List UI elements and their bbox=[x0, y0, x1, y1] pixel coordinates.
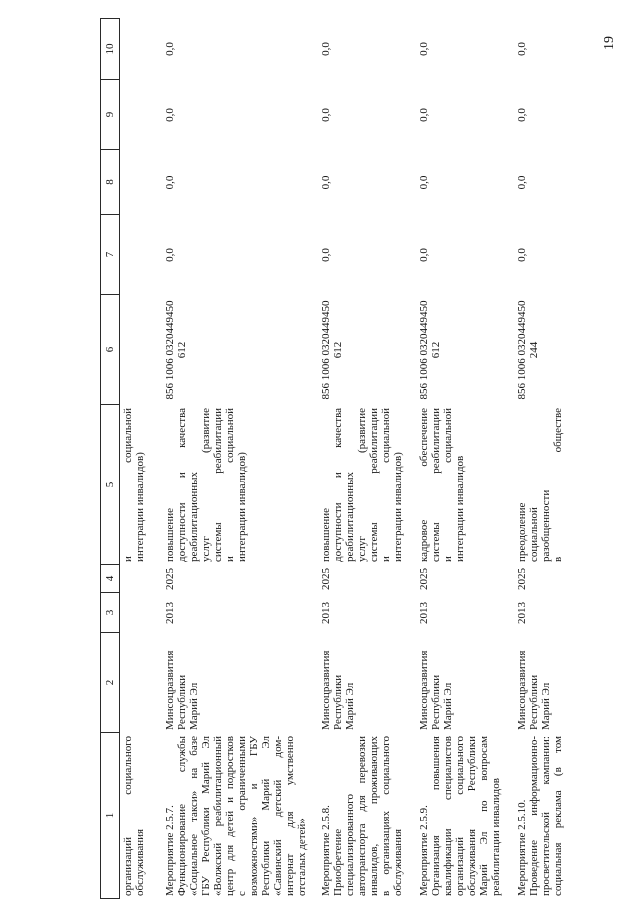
text-line: «Савинский детский дом- bbox=[272, 736, 284, 896]
text-line: Функционирование службы bbox=[176, 736, 188, 896]
text-line: доступности и качества bbox=[176, 408, 188, 562]
text-line: услуг (развитие bbox=[356, 408, 368, 562]
table-row bbox=[316, 18, 414, 899]
cell-empty bbox=[120, 80, 160, 150]
text-line: Марий Эл bbox=[344, 682, 356, 730]
cell-empty bbox=[120, 215, 160, 295]
cell-value-9: 0,0 bbox=[164, 108, 176, 122]
cell-budget-code bbox=[160, 295, 316, 405]
text-line: Минсоцразвития bbox=[516, 650, 528, 730]
text-line: 856 1006 0320449450 bbox=[516, 300, 528, 400]
cell-budget-code bbox=[512, 295, 575, 405]
text-line: интеграции инвалидов) bbox=[134, 452, 146, 562]
page-number: 19 bbox=[602, 36, 617, 50]
text-line: возможностями» и ГБУ bbox=[248, 736, 260, 896]
text-line: Мероприятие 2.5.9. bbox=[418, 805, 430, 896]
cell-result bbox=[414, 405, 512, 565]
cell-value-9: 0,0 bbox=[418, 108, 430, 122]
cell-end-year: 2025 bbox=[320, 568, 332, 590]
text-line: кадровое обеспечение bbox=[418, 408, 430, 562]
text-line: квалификации специалистов bbox=[442, 736, 454, 896]
table-row bbox=[512, 18, 575, 899]
text-line: системы реабилитации bbox=[430, 408, 442, 562]
text-line: доступности и качества bbox=[332, 408, 344, 562]
cell-empty bbox=[120, 18, 160, 80]
text-line: в обществе bbox=[552, 408, 564, 562]
text-line: Марий Эл bbox=[188, 682, 200, 730]
text-line: Мероприятие 2.5.7. bbox=[164, 805, 176, 896]
cell-value-8: 0,0 bbox=[320, 175, 332, 190]
text-line: в организациях социального bbox=[380, 736, 392, 896]
text-line: центр для детей и подростков bbox=[224, 736, 236, 896]
column-number-3: 3 bbox=[101, 593, 119, 633]
column-number-4: 4 bbox=[101, 565, 119, 593]
text-line: интеграции инвалидов bbox=[454, 455, 466, 562]
cell-value-7: 0,0 bbox=[418, 248, 430, 262]
text-line: реабилитационных bbox=[188, 471, 200, 562]
text-line: Марий Эл по вопросам bbox=[478, 736, 490, 896]
text-line: Республики Марий Эл bbox=[260, 736, 272, 896]
cell-value-7: 0,0 bbox=[516, 248, 528, 262]
text-line: преодоление bbox=[516, 502, 528, 562]
text-line: и социальной bbox=[224, 408, 236, 562]
text-line: Минсоцразвития bbox=[320, 650, 332, 730]
cell-executor bbox=[160, 633, 316, 733]
cell-result bbox=[120, 405, 160, 565]
text-line: Республики bbox=[430, 674, 442, 730]
cell-activity bbox=[316, 733, 414, 899]
text-line: автотранспорта для перевозки bbox=[356, 736, 368, 896]
text-line: 856 1006 0320449450 bbox=[418, 300, 430, 400]
text-line: реабилитации инвалидов bbox=[490, 778, 502, 896]
text-line: системы реабилитации bbox=[212, 408, 224, 562]
column-number-1: 1 bbox=[101, 733, 119, 899]
cell-executor bbox=[414, 633, 512, 733]
column-number-8: 8 bbox=[101, 150, 119, 215]
cell-executor bbox=[512, 633, 575, 733]
text-line: 244 bbox=[528, 341, 540, 359]
text-line: Мероприятие 2.5.10. bbox=[516, 799, 528, 896]
cell-value-10: 0,0 bbox=[516, 42, 528, 56]
cell-value-7: 0,0 bbox=[320, 248, 332, 262]
text-line: Марий Эл bbox=[540, 682, 552, 730]
cell-end-year: 2025 bbox=[418, 568, 430, 590]
cell-result bbox=[160, 405, 316, 565]
text-line: «Социальное такси» на базе bbox=[188, 736, 200, 896]
cell-activity bbox=[512, 733, 575, 899]
column-number-6: 6 bbox=[101, 295, 119, 405]
text-line: интернат для умственно bbox=[284, 736, 296, 896]
text-line: интеграции инвалидов) bbox=[392, 452, 404, 562]
cell-budget-code bbox=[414, 295, 512, 405]
text-line: Марий Эл bbox=[442, 682, 454, 730]
text-line: 856 1006 0320449450 bbox=[320, 300, 332, 400]
column-number-7: 7 bbox=[101, 215, 119, 295]
cell-start-year: 2013 bbox=[516, 602, 528, 624]
text-line: услуг (развитие bbox=[200, 408, 212, 562]
cell-activity bbox=[120, 733, 160, 899]
column-number-5: 5 bbox=[101, 405, 119, 565]
text-line: социальная реклама (в том bbox=[552, 736, 564, 896]
text-line: просветительской кампании: bbox=[540, 736, 552, 896]
text-line: с ограниченными bbox=[236, 736, 248, 896]
cell-empty bbox=[120, 150, 160, 215]
cell-executor bbox=[316, 633, 414, 733]
text-line: обслуживания bbox=[392, 828, 404, 896]
text-line: Минсоцразвития bbox=[418, 650, 430, 730]
cell-value-8: 0,0 bbox=[418, 175, 430, 190]
text-line: Проведение информационно- bbox=[528, 736, 540, 896]
cell-value-10: 0,0 bbox=[418, 42, 430, 56]
text-line: и социальной bbox=[380, 408, 392, 562]
cell-start-year: 2013 bbox=[320, 602, 332, 624]
text-line: разобщенности bbox=[540, 489, 552, 562]
text-line: и социальной bbox=[122, 408, 134, 562]
cell-value-9: 0,0 bbox=[320, 108, 332, 122]
text-line: 856 1006 0320449450 bbox=[164, 300, 176, 400]
text-line: Республики bbox=[332, 674, 344, 730]
cell-end-year: 2025 bbox=[164, 568, 176, 590]
text-line: интеграции инвалидов) bbox=[236, 452, 248, 562]
text-line: Приобретение bbox=[332, 828, 344, 896]
cell-value-10: 0,0 bbox=[164, 42, 176, 56]
cell-start-year: 2013 bbox=[164, 602, 176, 624]
cell-result bbox=[316, 405, 414, 565]
cell-empty bbox=[120, 593, 160, 633]
cell-empty bbox=[120, 633, 160, 733]
text-line: «Волжский реабилитационный bbox=[212, 736, 224, 896]
cell-value-7: 0,0 bbox=[164, 248, 176, 262]
cell-value-9: 0,0 bbox=[516, 108, 528, 122]
table-header-row bbox=[100, 18, 120, 899]
text-line: социальной bbox=[528, 507, 540, 562]
text-line: инвалидов, проживающих bbox=[368, 736, 380, 896]
text-line: Республики bbox=[176, 674, 188, 730]
text-line: 612 bbox=[176, 341, 188, 359]
table-row bbox=[160, 18, 316, 899]
text-line: повышение bbox=[164, 508, 176, 562]
text-line: обслуживания Республики bbox=[466, 736, 478, 896]
cell-value-8: 0,0 bbox=[164, 175, 176, 190]
text-line: организаций социального bbox=[454, 736, 466, 896]
text-line: 612 bbox=[332, 341, 344, 359]
table-row bbox=[120, 18, 160, 899]
table-row bbox=[414, 18, 512, 899]
text-line: Мероприятие 2.5.8. bbox=[320, 805, 332, 896]
text-line: обслуживания bbox=[134, 828, 146, 896]
text-line: системы реабилитации bbox=[368, 408, 380, 562]
cell-start-year: 2013 bbox=[418, 602, 430, 624]
text-line: реабилитационных bbox=[344, 471, 356, 562]
text-line: организаций социального bbox=[122, 736, 134, 896]
text-line: повышение bbox=[320, 508, 332, 562]
column-number-2: 2 bbox=[101, 633, 119, 733]
column-number-10: 10 bbox=[101, 18, 119, 80]
text-line: Республики bbox=[528, 674, 540, 730]
column-number-9: 9 bbox=[101, 80, 119, 150]
text-line: отсталых детей» bbox=[296, 818, 308, 896]
cell-end-year: 2025 bbox=[516, 568, 528, 590]
cell-activity bbox=[414, 733, 512, 899]
cell-empty bbox=[120, 295, 160, 405]
cell-empty bbox=[120, 565, 160, 593]
text-line: 612 bbox=[430, 341, 442, 359]
cell-result bbox=[512, 405, 575, 565]
cell-activity bbox=[160, 733, 316, 899]
cell-budget-code bbox=[316, 295, 414, 405]
text-line: Организация повышения bbox=[430, 736, 442, 896]
text-line: специализированного bbox=[344, 794, 356, 896]
text-line: ГБУ Республики Марий Эл bbox=[200, 736, 212, 896]
text-line: Минсоцразвития bbox=[164, 650, 176, 730]
program-table bbox=[100, 18, 575, 899]
cell-value-10: 0,0 bbox=[320, 42, 332, 56]
text-line: и социальной bbox=[442, 408, 454, 562]
cell-value-8: 0,0 bbox=[516, 175, 528, 190]
